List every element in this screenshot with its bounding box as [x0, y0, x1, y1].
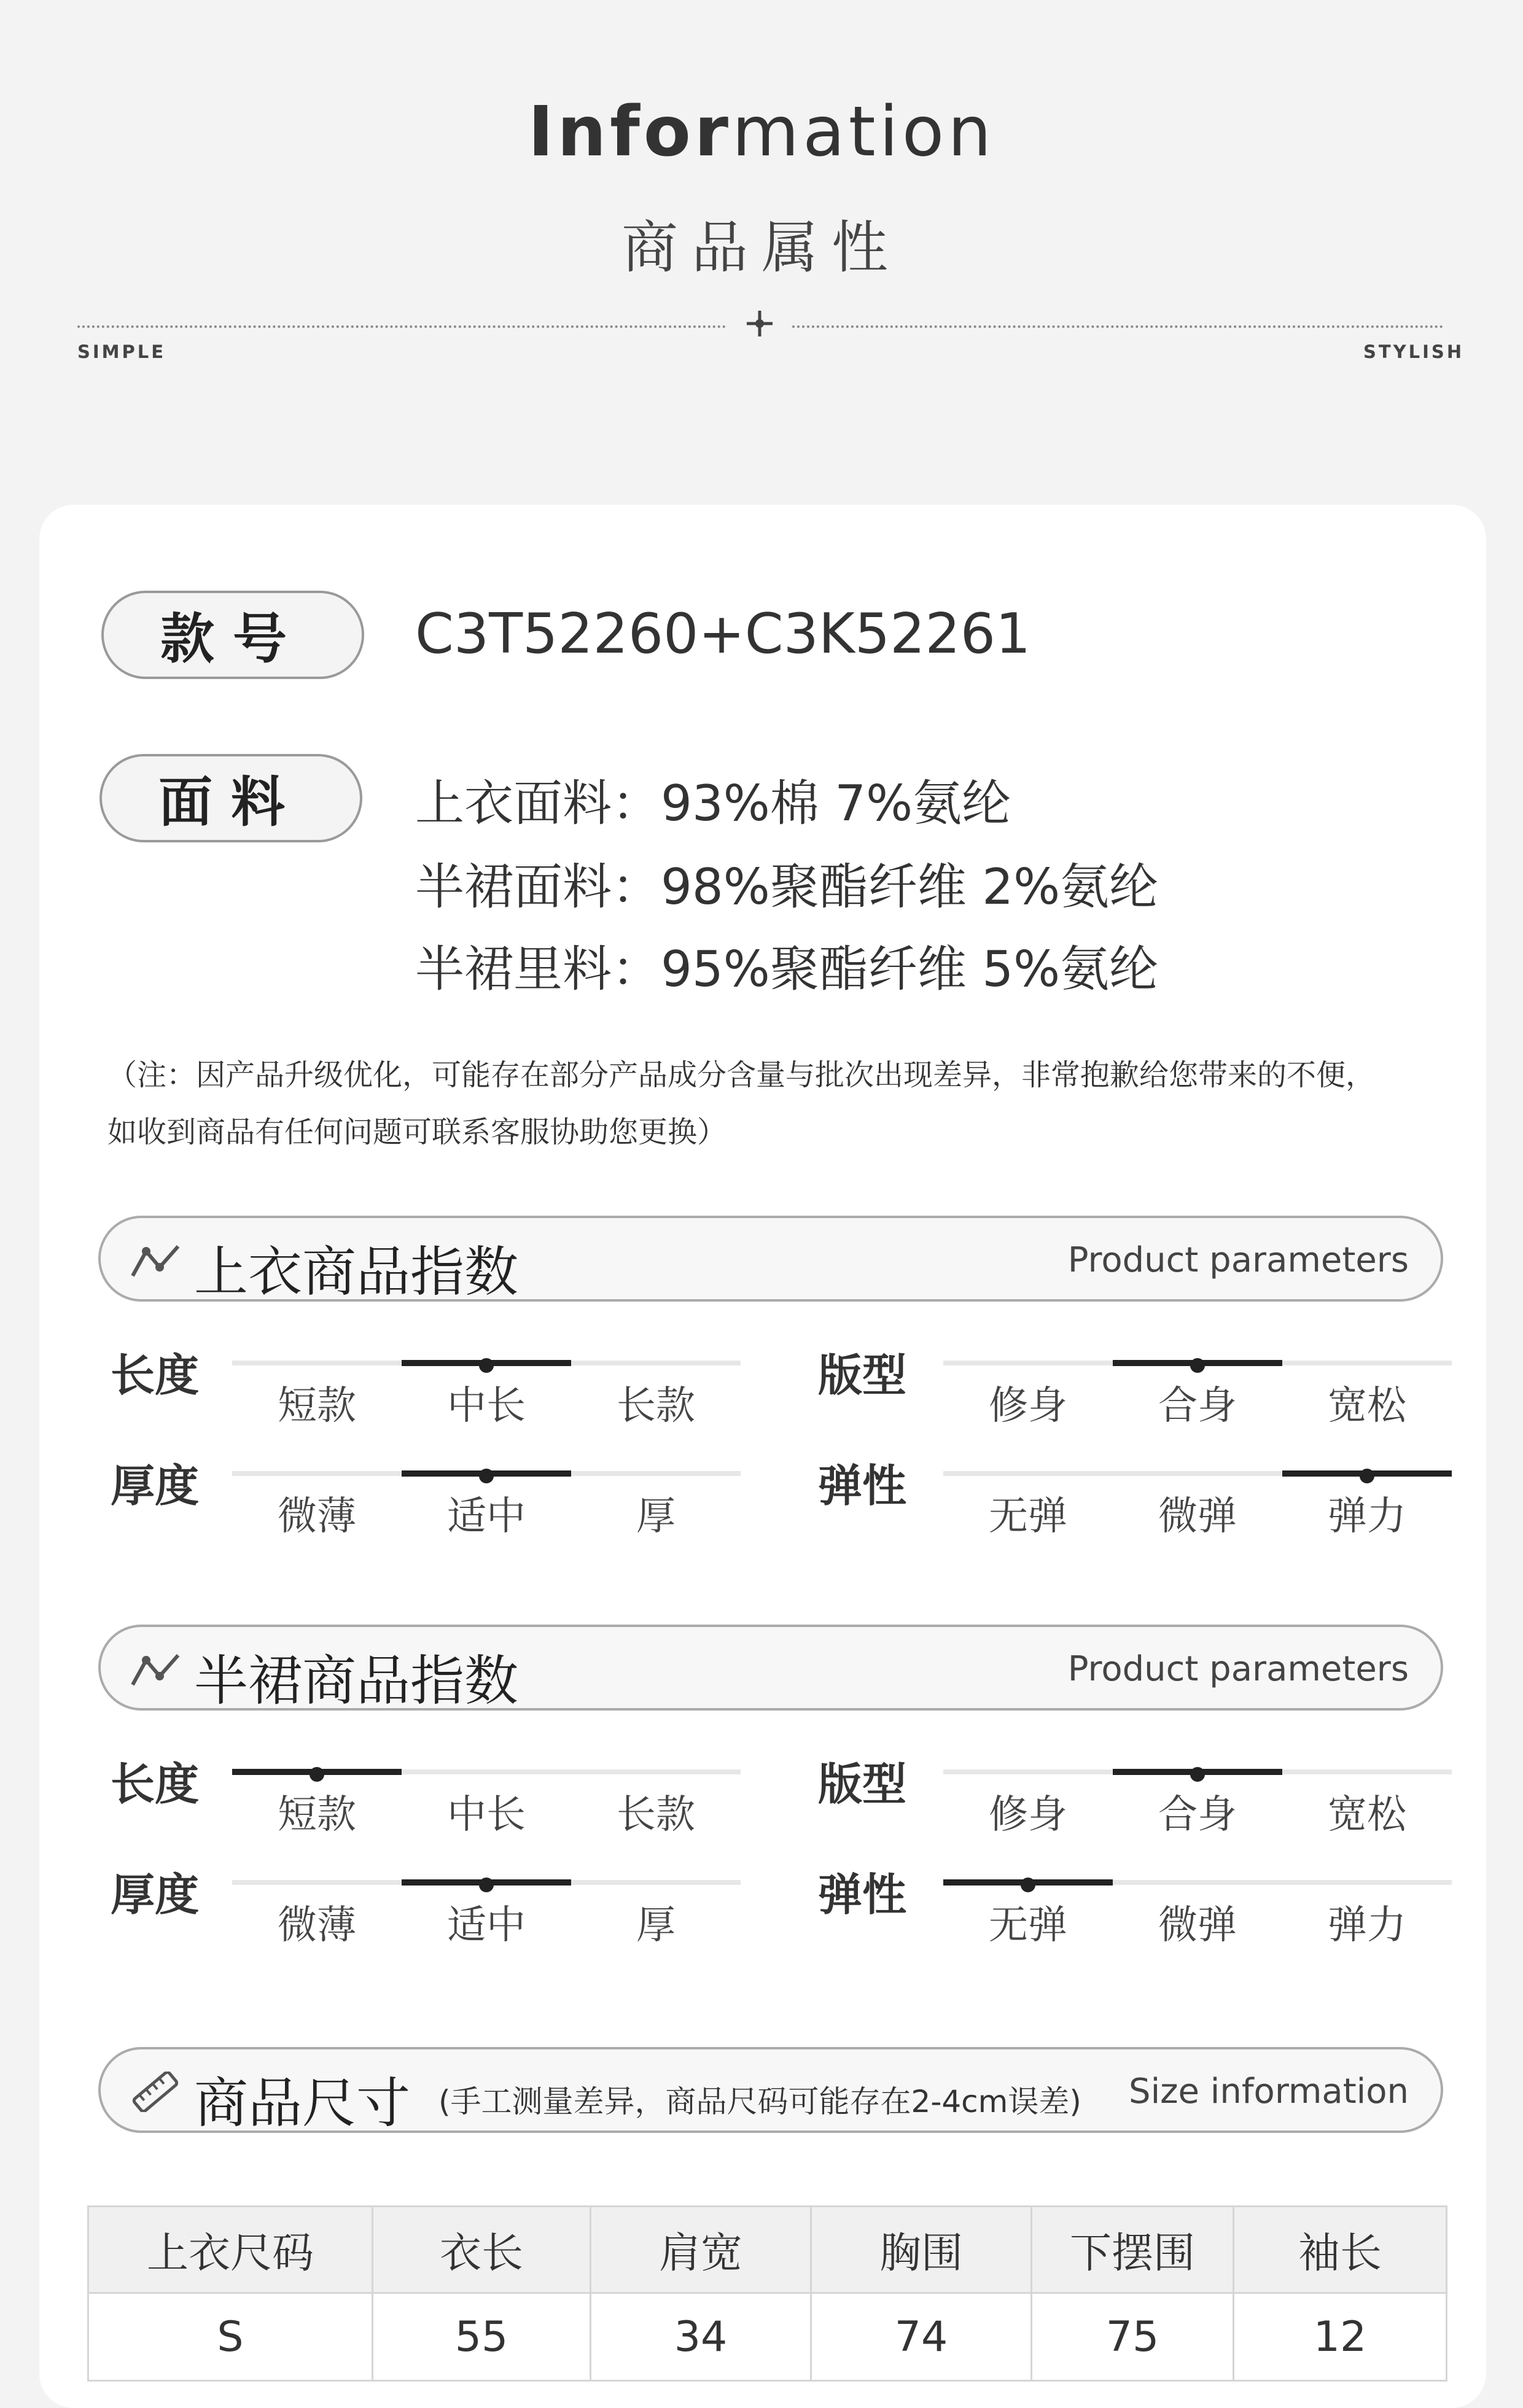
table-header-cell: 胸围 — [811, 2207, 1032, 2293]
fabric-line-3: 半裙里料：95%聚酯纤维 5%氨纶 — [415, 941, 1159, 998]
size-note: (手工测量差异，商品尺码可能存在2-4cm误差) — [438, 2084, 1081, 2119]
skirt-index-option: 合身 — [1158, 1792, 1237, 1838]
top-index-option: 长款 — [617, 1383, 695, 1429]
top-index-option: 合身 — [1158, 1383, 1237, 1429]
size-banner — [98, 2047, 1443, 2133]
top-index-selected-marker — [479, 1469, 494, 1483]
skirt-index-option: 宽松 — [1328, 1792, 1406, 1838]
skirt-index-subtitle: Product parameters — [1067, 1649, 1409, 1689]
skirt-index-option: 微薄 — [278, 1903, 356, 1948]
top-index-selected-marker — [479, 1358, 494, 1373]
page-title — [0, 92, 1523, 172]
table-cell: 12 — [1234, 2293, 1447, 2381]
simple-tag: SIMPLE — [77, 341, 166, 362]
skirt-index-option: 厚 — [636, 1903, 676, 1948]
top-index-option: 短款 — [278, 1383, 356, 1429]
style-no-pill: 款号 — [101, 591, 364, 679]
skirt-index-option: 修身 — [989, 1792, 1067, 1838]
right-divider — [792, 325, 1443, 328]
note-line-1: （注：因产品升级优化，可能存在部分产品成分含量与批次出现差异，非常抱歉给您带来的不便， — [107, 1058, 1376, 1092]
skirt-index-title: 半裙商品指数 — [194, 1649, 519, 1712]
skirt-index-option: 微弹 — [1158, 1903, 1237, 1948]
size-title: 商品尺寸 — [194, 2072, 411, 2135]
style-no-value: C3T52260+C3K52261 — [415, 602, 1031, 666]
note-line-2: 如收到商品有任何问题可联系客服协助您更换） — [107, 1115, 727, 1149]
top-index-option: 弹力 — [1328, 1494, 1406, 1539]
table-header-row — [88, 2207, 1447, 2293]
stylish-tag: STYLISH — [1363, 341, 1465, 362]
skirt-index-option: 无弹 — [989, 1903, 1067, 1948]
table-row — [88, 2293, 1447, 2381]
skirt-index-option: 弹力 — [1328, 1903, 1406, 1948]
table-header-cell: 袖长 — [1234, 2207, 1447, 2293]
top-index-option: 中长 — [447, 1383, 526, 1429]
left-divider — [77, 325, 726, 328]
top-index-option: 厚 — [636, 1494, 676, 1539]
page-title-rest: mation — [732, 92, 995, 172]
skirt-index-option: 长款 — [617, 1792, 695, 1838]
top-index-option: 适中 — [447, 1494, 526, 1539]
top-index-option: 微薄 — [278, 1494, 356, 1539]
skirt-index-label: 长度 — [111, 1758, 200, 1810]
table-cell: S — [88, 2293, 373, 2381]
table-header-cell: 下摆围 — [1032, 2207, 1234, 2293]
skirt-index-label: 版型 — [818, 1758, 907, 1810]
skirt-index-label: 厚度 — [111, 1869, 200, 1921]
table-cell: 34 — [591, 2293, 811, 2381]
table-cell: 55 — [373, 2293, 591, 2381]
fabric-line-2: 半裙面料：98%聚酯纤维 2%氨纶 — [415, 858, 1159, 915]
skirt-index-banner — [98, 1625, 1443, 1711]
top-index-selected-marker — [1190, 1358, 1205, 1373]
top-index-banner — [98, 1216, 1443, 1302]
page-subtitle: 商品属性 — [621, 215, 902, 281]
table-cell: 75 — [1032, 2293, 1234, 2381]
top-index-option: 修身 — [989, 1383, 1067, 1429]
top-index-label: 长度 — [111, 1350, 200, 1401]
top-index-option: 宽松 — [1328, 1383, 1406, 1429]
skirt-index-selected-marker — [310, 1767, 324, 1782]
skirt-index-option: 中长 — [447, 1792, 526, 1838]
ruler-icon — [128, 2072, 183, 2112]
size-subtitle: Size information — [1129, 2072, 1409, 2111]
top-index-label: 厚度 — [111, 1460, 200, 1512]
skirt-index-selected-marker — [1190, 1767, 1205, 1782]
top-index-option: 无弹 — [989, 1494, 1067, 1539]
top-index-title: 上衣商品指数 — [194, 1240, 519, 1303]
table-header-cell: 衣长 — [373, 2207, 591, 2293]
trend-line-icon — [128, 1649, 183, 1690]
skirt-index-selected-marker — [479, 1878, 494, 1892]
top-index-selected-marker — [1360, 1469, 1374, 1483]
skirt-index-option: 适中 — [447, 1903, 526, 1948]
page-title-bold: Infor — [528, 92, 733, 172]
fabric-pill: 面料 — [99, 754, 362, 842]
top-index-subtitle: Product parameters — [1067, 1240, 1409, 1280]
trend-line-icon — [128, 1240, 183, 1281]
skirt-index-option: 短款 — [278, 1792, 356, 1838]
top-index-label: 弹性 — [818, 1460, 907, 1512]
top-index-option: 微弹 — [1158, 1494, 1237, 1539]
fabric-line-1: 上衣面料：93%棉 7%氨纶 — [415, 775, 1011, 832]
top-index-label: 版型 — [818, 1350, 907, 1401]
table-cell: 74 — [811, 2293, 1032, 2381]
size-table — [87, 2205, 1447, 2382]
skirt-index-selected-marker — [1021, 1878, 1035, 1892]
table-header-cell: 上衣尺码 — [88, 2207, 373, 2293]
skirt-index-label: 弹性 — [818, 1869, 907, 1921]
crosshair-ornament-icon — [743, 307, 776, 340]
table-header-cell: 肩宽 — [591, 2207, 811, 2293]
